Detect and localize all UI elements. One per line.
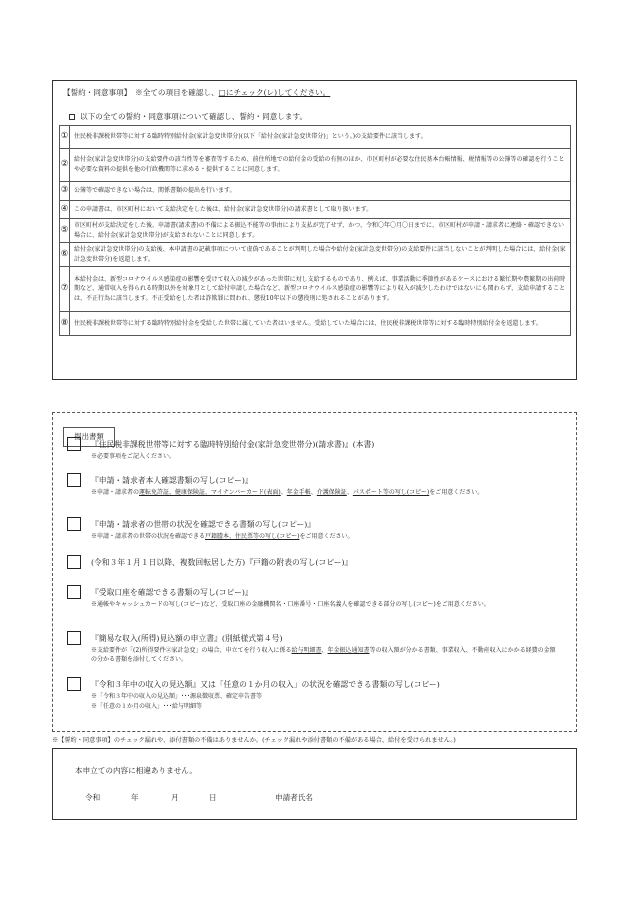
agree-all-checkbox[interactable] xyxy=(69,114,75,120)
agree-all-label: 以下の全ての誓約・同意事項について確認し、誓約・同意します。 xyxy=(80,112,308,121)
oath-header-text: 【誓約・同意事項】 ※全ての項目を確認し、 xyxy=(63,88,219,97)
date-month-label[interactable]: 月 xyxy=(171,793,179,802)
doc-checkbox[interactable] xyxy=(67,517,81,531)
oath-item xyxy=(60,149,571,182)
applicant-name-label[interactable]: 申請者氏名 xyxy=(275,793,313,802)
oath-header xyxy=(63,87,330,98)
doc-note: ※申請・請求者の世帯の状況を確認できる戸籍謄本、住民票等の写し(コピー)をご用意ください。 xyxy=(91,533,354,540)
oath-item-text: 給付金(家計急変世帯分)の支給要件の該当性等を審査等するため、前住所地での給付金の受給の有無のほか、市区町村が必要な住民基本台帳情報、税情報等の公簿等の確認を行うことや必要な資料の提供を他の行政機関等に求める・提供することに同意します。 xyxy=(70,149,571,182)
oath-item-number: ⑤ xyxy=(60,219,70,243)
doc-note: ※申請・請求者の運転免許証、健康保険証、マイナンバーカード(表面)、年金手帳、介護保険証、パスポート等の写し(コピー)をご用意ください。 xyxy=(91,489,484,496)
doc-title: 『受取口座を確認できる書類の写し(コピー)』 xyxy=(91,588,253,597)
doc-checkbox[interactable] xyxy=(67,473,81,487)
confirmation-section xyxy=(52,748,577,820)
documents-section xyxy=(52,412,577,732)
doc-checkbox[interactable] xyxy=(67,437,81,451)
doc-checkbox[interactable] xyxy=(67,585,81,599)
oath-item-text: 住民税非課税世帯等に対する臨時特別給付金(家計急変世帯分)(以下「給付金(家計急変世帯分)」という。)の支給要件に該当します。 xyxy=(70,126,571,149)
doc-note: ※通帳やキャッシュカードの写し(コピー)など、受取口座の金融機関名・口座番号・口座名義人を確認できる部分の写し(コピー)をご用意ください。 xyxy=(91,601,490,608)
oath-item xyxy=(60,219,571,243)
oath-item-text: 市区町村が支給決定をした後、申請書(請求書)の不備による振込不能等の事由により支払が完了せず、かつ、令和〇年〇月〇日までに、市区町村が申請・請求者に連絡・確認できない場合に、給付金(家計急変世帯分)が支給されないことに同意します。 xyxy=(70,219,571,243)
date-day-label[interactable]: 日 xyxy=(209,793,217,802)
confirmation-statement: 本申立ての内容に相違ありません。 xyxy=(75,766,197,775)
oath-item-number: ② xyxy=(60,149,70,182)
oath-item xyxy=(60,126,571,149)
oath-item xyxy=(60,267,571,312)
doc-title: 『申請・請求者本人確認書類の写し(コピー)』 xyxy=(91,476,253,485)
date-era: 令和 xyxy=(85,793,101,802)
doc-title: 『住民税非課税世帯等に対する臨時特別給付金(家計急変世帯分)(請求書)』(本書) xyxy=(91,440,375,449)
doc-note: ※支給要件が「(2)所得要件②家計急変」の場合、申立てを行う収入に係る給与明細書、年金振込通知書等の収入額が分かる書類、事業収入、不動産収入にかかる経費の金額の分かる書類を添付してください。 xyxy=(91,647,556,663)
oath-item xyxy=(60,243,571,267)
oath-item-number: ⑥ xyxy=(60,243,70,267)
oath-item-table xyxy=(59,125,571,336)
oath-item-number: ③ xyxy=(60,182,70,201)
oath-item-text: 公簿等で確認できない場合は、関係書類の提出を行います。 xyxy=(70,182,571,201)
oath-header-instruction: □にチェック(レ)してください。 xyxy=(218,88,331,97)
doc-note: ※「令和３年中の収入の見込額」･･･源泉徴収票、確定申告書等 xyxy=(91,693,263,700)
doc-note: ※「任意の１か月の収入」･･･給与明細等 xyxy=(91,703,203,710)
doc-title: 『申請・請求者の世帯の状況を確認できる書類の写し(コピー)』 xyxy=(91,520,316,529)
documents-label: 提出書類 xyxy=(63,427,115,447)
date-year-label[interactable]: 年 xyxy=(131,793,139,802)
oath-item-text: 住民税非課税世帯等に対する臨時特別給付金を受給した世帯に属していた者はいません。受給していた場合には、住民税非課税世帯等に対する臨時特別給付金を返還します。 xyxy=(70,312,571,336)
oath-item-number: ④ xyxy=(60,201,70,219)
oath-item xyxy=(60,201,571,219)
oath-item-text: この申請書は、市区町村において支給決定をした後は、給付金(家計急変世帯分)の請求書として取り扱います。 xyxy=(70,201,571,219)
oath-item-text: 給付金(家計急変世帯分)の支給後、本申請書の記載事項について虚偽であることが判明した場合や給付金(家計急変世帯分)の支給要件に該当しないことが判明した場合には、給付金(家計急変世帯分)を返還します。 xyxy=(70,243,571,267)
doc-note: ※必要事項をご記入ください。 xyxy=(91,453,176,460)
warning-note: ※【誓約・同意事項】のチェック漏れや、添付書類の不備はありませんか。(チェック漏れや添付書類の不備がある場合、給付を受けられません。) xyxy=(52,737,456,744)
doc-title: 『簡易な収入(所得)見込額の申立書』(別紙様式第４号) xyxy=(91,634,283,643)
doc-title: 『令和３年中の収入の見込額』又は「任意の１か月の収入」の状況を確認できる書類の写し(コピー) xyxy=(91,680,440,689)
oath-item-number: ⑧ xyxy=(60,312,70,336)
oath-item xyxy=(60,312,571,336)
doc-checkbox[interactable] xyxy=(67,555,81,569)
oath-section xyxy=(52,80,577,380)
oath-item-text: 本給付金は、新型コロナウイルス感染症の影響を受けて収入の減少があった世帯に対し支給するものであり、例えば、事業活動に季節性があるケースにおける繁忙期や農繁期の出荷時期など、通常収入を得られる時期以外を対象月として給付申請した場合など、新型コロナウイルス感染症の影響等により収入が減少したわけではないにも関わらず、支給申請することは、不正行為に該当します。不正受給をした者は詐欺罪に問われ、懲役10年以下の懲役刑に処されることがあります。 xyxy=(70,267,571,312)
doc-title: (令和３年１月１日以降、複数回転居した方)『戸籍の附表の写し(コピー)』 xyxy=(91,558,353,567)
oath-item xyxy=(60,182,571,201)
oath-item-number: ① xyxy=(60,126,70,149)
oath-item-number: ⑦ xyxy=(60,267,70,312)
doc-checkbox[interactable] xyxy=(67,677,81,691)
agree-all-row[interactable] xyxy=(69,111,307,122)
doc-checkbox[interactable] xyxy=(67,631,81,645)
